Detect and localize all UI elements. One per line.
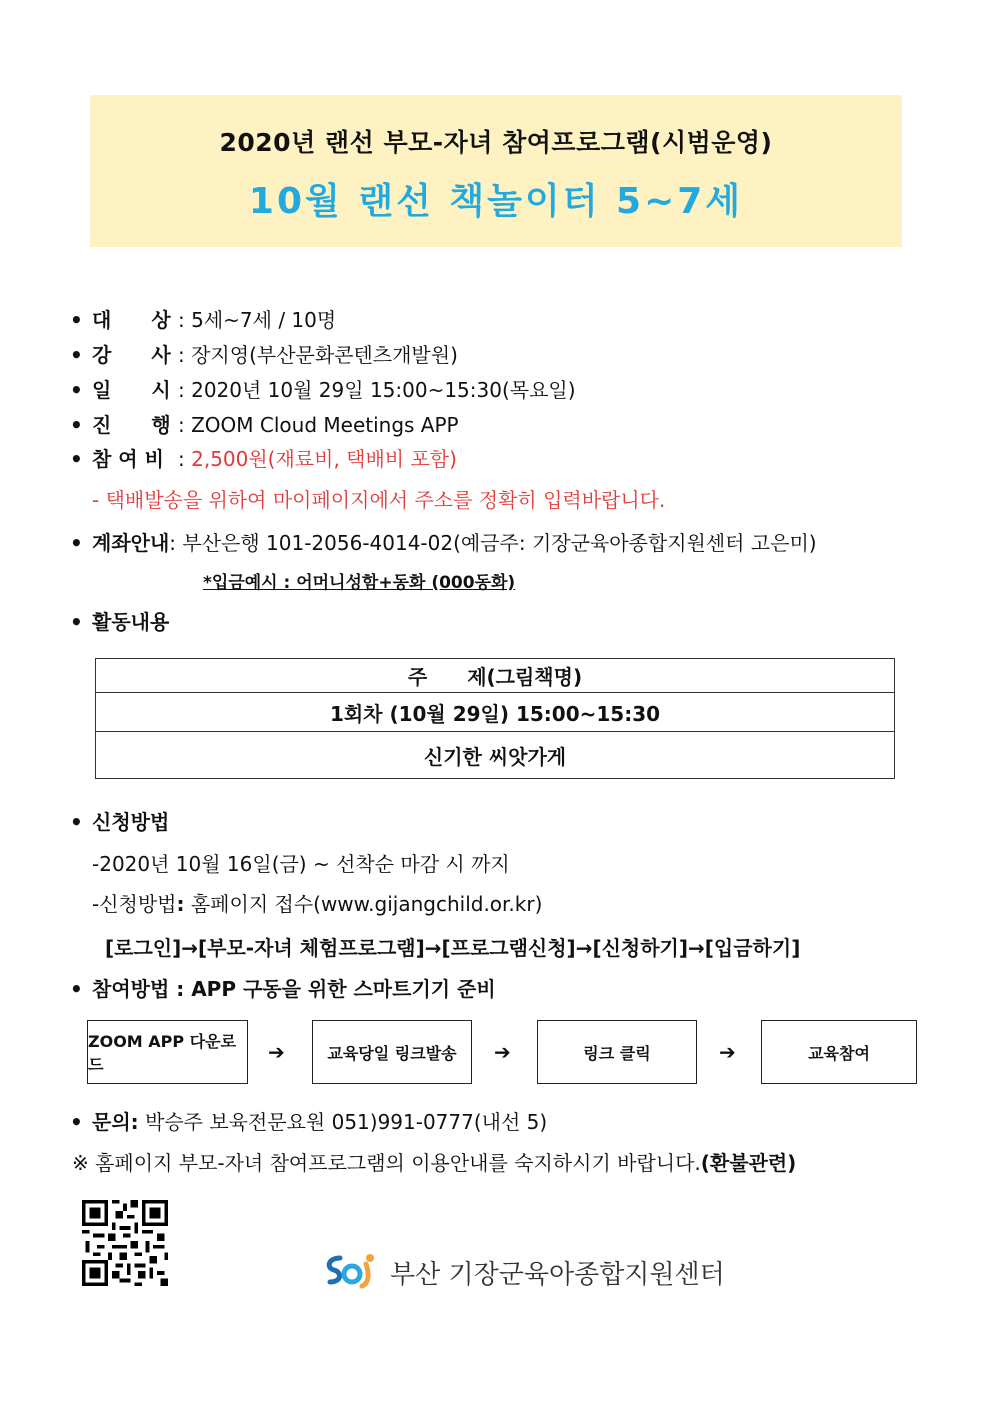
bullet: • — [70, 531, 83, 555]
info-value: 5세~7세 / 10명 — [191, 308, 337, 332]
flow-step-link-send: 교육당일 링크발송 — [312, 1020, 472, 1084]
apply-label: 신청방법 — [92, 810, 170, 834]
notice-text: ※ 홈페이지 부모-자녀 참여프로그램의 이용안내를 숙지하시기 바랍니다. — [72, 1151, 701, 1175]
contact-value: 박승주 보육전문요원 051)991-0777(내선 5) — [145, 1110, 548, 1134]
arrow-right-icon: ➔ — [494, 1040, 511, 1064]
info-label: 참 여 비 — [92, 447, 164, 471]
info-instructor: • 강 사 : 장지영(부산문화콘텐츠개발원) — [70, 339, 458, 368]
bullet: • — [70, 378, 83, 402]
title-box — [90, 95, 902, 247]
participate-heading — [70, 973, 496, 1002]
info-target: • 대 상 : 5세~7세 / 10명 — [70, 304, 336, 333]
deposit-example: *입금예시 : 어머니성함+동화 (000동화) — [203, 573, 516, 593]
info-label: 대 상 — [92, 308, 171, 332]
activity-heading — [70, 606, 169, 635]
center-logo-icon — [322, 1250, 382, 1290]
apply-method-value: 홈페이지 접수(www.gijangchild.or.kr) — [190, 892, 543, 916]
account-label: 계좌안내 — [92, 531, 170, 555]
table-book: 신기한 씨앗가게 — [96, 732, 895, 779]
contact-label: 문의: — [92, 1110, 139, 1134]
footer-org-name: 부산 기장군육아종합지원센터 — [390, 1260, 725, 1290]
apply-method: -신청방법: 홈페이지 접수(www.gijangchild.or.kr) — [92, 892, 543, 916]
arrow-right-icon: ➔ — [719, 1040, 736, 1064]
info-date: • 일 시 : 2020년 10월 29일 15:00~15:30(목요일) — [70, 374, 576, 403]
contact-info — [70, 1106, 547, 1135]
bullet: • — [70, 447, 83, 471]
flow-step-download: ZOOM APP 다운로드 — [87, 1020, 248, 1084]
info-fee: • 참 여 비 : 2,500원(재료비, 택배비 포함) — [70, 443, 457, 472]
account-info: • 계좌안내: 부산은행 101-2056-4014-02(예금주: 기장군육아종합지원센터 고은미) — [70, 527, 817, 556]
notice-bold: (환불관련) — [700, 1151, 797, 1175]
page-subtitle: 10월 랜선 책놀이터 5~7세 — [248, 181, 744, 222]
account-value: 부산은행 101-2056-4014-02(예금주: 기장군육아종합지원센터 고은미) — [182, 531, 817, 555]
bullet: • — [70, 977, 83, 1001]
activity-label: 활동내용 — [92, 610, 170, 634]
info-label: 진 행 — [92, 413, 171, 437]
info-value: ZOOM Cloud Meetings APP — [191, 413, 459, 437]
info-label: 일 시 — [92, 378, 171, 402]
info-label: 강 사 — [92, 343, 171, 367]
info-value: 장지영(부산문화콘텐츠개발원) — [191, 343, 458, 367]
activity-table — [95, 658, 895, 779]
flow-step-join: 교육참여 — [761, 1020, 917, 1084]
bullet: • — [70, 610, 83, 634]
info-platform: • 진 행 : ZOOM Cloud Meetings APP — [70, 409, 459, 438]
apply-steps: [로그인]→[부모-자녀 체험프로그램]→[프로그램신청]→[신청하기]→[입금하기] — [105, 936, 801, 960]
info-value: 2020년 10월 29일 15:00~15:30(목요일) — [191, 378, 576, 402]
bullet: • — [70, 343, 83, 367]
participate-label: 참여방법 : APP 구동을 위한 스마트기기 준비 — [92, 977, 496, 1001]
notice — [72, 1147, 796, 1176]
bullet: • — [70, 308, 83, 332]
fee-value: 2,500원(재료비, 택배비 포함) — [191, 447, 457, 471]
qr-code-icon — [78, 1196, 172, 1290]
apply-heading — [70, 806, 169, 835]
table-session: 1회차 (10월 29일) 15:00~15:30 — [96, 693, 895, 732]
bullet: • — [70, 810, 83, 834]
flow-step-click: 링크 클릭 — [537, 1020, 697, 1084]
arrow-right-icon: ➔ — [268, 1040, 285, 1064]
fee-note: - 택배발송을 위하여 마이페이지에서 주소를 정확히 입력바랍니다. — [92, 488, 666, 512]
table-header: 주 제(그림책명) — [96, 659, 895, 693]
apply-period: -2020년 10월 16일(금) ~ 선착순 마감 시 까지 — [92, 852, 510, 876]
bullet: • — [70, 413, 83, 437]
apply-method-label: -신청방법 — [92, 892, 177, 916]
page-title: 2020년 랜선 부모-자녀 참여프로그램(시범운영) — [219, 128, 773, 157]
bullet: • — [70, 1110, 83, 1134]
